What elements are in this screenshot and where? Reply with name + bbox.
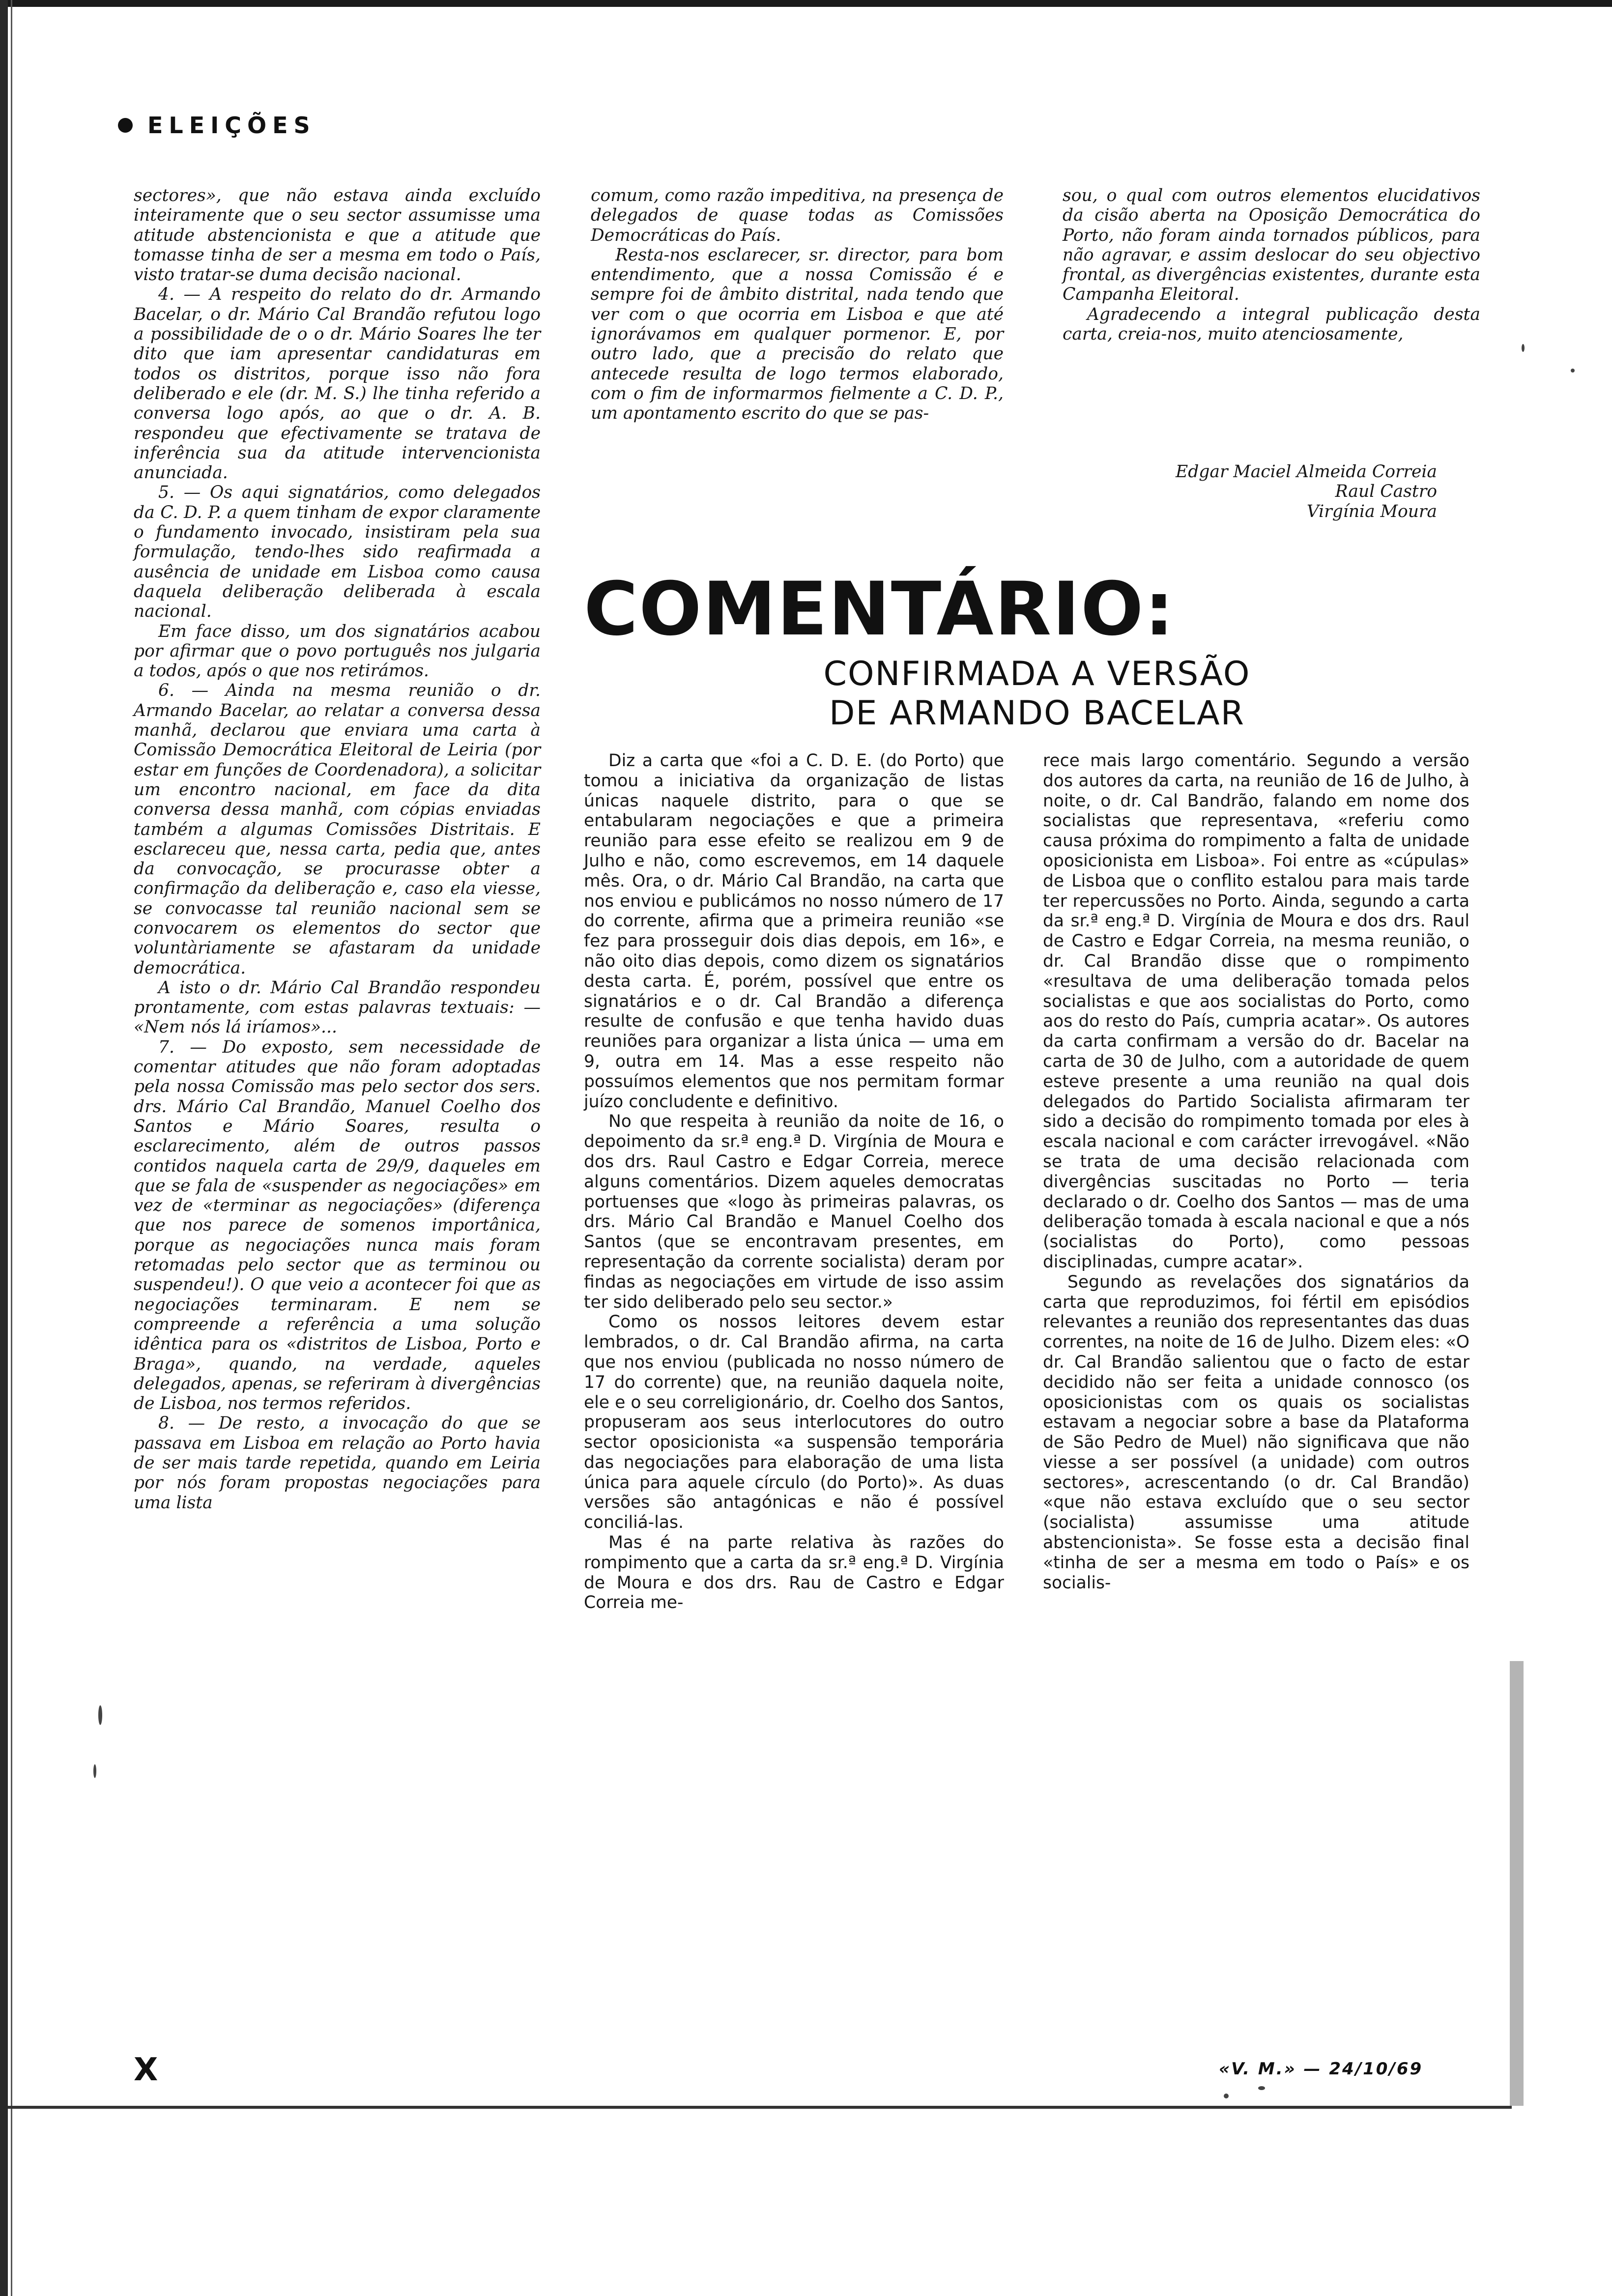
comment-column-1 (584, 751, 1004, 1613)
comment-subheadline-line2: DE ARMANDO BACELAR (829, 694, 1245, 733)
top-border-rule (0, 0, 1612, 7)
comment-subheadline-line1: CONFIRMADA A VERSÃO (823, 655, 1251, 693)
letter-paragraph: Agradecendo a integral publicação desta carta, creia-nos, muito atenciosamente, (1063, 304, 1480, 344)
comment-column-2 (1043, 751, 1469, 1593)
comment-paragraph: Diz a carta que «foi a C. D. E. (do Porto) que tomou a iniciativa da organização de listas únicas naquele distrito, para o que se entabularam negociações e que a primeira reunião para esse efeito se realizou em 9 de Julho e não, como escrevemos, em 14 daquele mês. Ora, o dr. Mário Cal Brandão, na carta que nos enviou e publicámos no nosso número de 17 do corrente, afirma que a primeira reunião «se fez para prosseguir dois dias depois, em 16», e não oito dias depois, como dizem os signatários desta carta. É, porém, possível que entre os signatários e o dr. Cal Brandão a diferença resulte de confusão e que tenha havido duas reuniões para organizar a lista única — uma em 9, outra em 14. Mas a esse respeito não possuímos elementos que nos permitam formar juízo concludente e definitivo. (584, 751, 1004, 1112)
source-reference: «V. M.» — 24/10/69 (1219, 2059, 1423, 2079)
page-mark: X (134, 2052, 158, 2088)
scan-speck (98, 1705, 102, 1725)
signature-name: Raul Castro (1335, 482, 1437, 502)
bullet-icon (118, 118, 133, 133)
scan-speck (1224, 2094, 1229, 2098)
comment-paragraph: Segundo as revelações dos signatários da carta que reproduzimos, foi fértil em episódios relevantes a reunião dos representantes das duas correntes, na noite de 16 de Julho. Dizem eles: «O dr. Cal Brandão salientou que o facto de estar decidido não ser feita a unidade connosco (os oposicionistas com os quais os socialistas estavam a negociar sobre a base da Plataforma de São Pedro de Muel) não significava que não viesse a ser possível (a unidade) com outros sectores», acrescentando (o dr. Cal Brandão) «que não estava excluído que o seu sector (socialista) assumisse uma atitude abstencionista». Se fosse esta a decisão final «tinha de ser a mesma em todo o País» e os socialis- (1043, 1272, 1469, 1593)
letter-paragraph: 7. — Do exposto, sem necessidade de comentar atitudes que não foram adoptadas pela nossa Comissão mas pelo sector dos sers. drs. Mário Cal Brandão, Manuel Coelho dos Santos e Mário Soares, resulta o esclarecimento, além de outros passos contidos naquela carta de 29/9, daqueles em que se fala de «suspender as negociações» em vez de «terminar as negociações» (diferença que nos parece de somenos importânica, porque as negociações nunca mais foram retomadas pelo sector que as terminou ou suspendeu!). O que veio a acontecer foi que as negociações terminaram. E nem se compreende a referência a uma solução idêntica para os «distritos de Lisboa, Porto e Braga», quando, na verdade, aqueles delegados, apenas, se referiram à divergências de Lisboa, nos termos referidos. (134, 1037, 541, 1414)
signature-name: Virgínia Moura (1306, 501, 1437, 521)
comment-headline: COMENTÁRIO: (584, 567, 1175, 652)
comment-paragraph: rece mais largo comentário. Segundo a versão dos autores da carta, na reunião de 16 de Julho, à noite, o dr. Cal Bandrão, falando em nome dos socialistas que representava, «referiu como causa próxima do rompimento a falta de unidade oposicionista em Lisboa». Foi entre as «cúpulas» de Lisboa que o conflito estalou para mais tarde ter repercussões no Porto. Ainda, segundo a carta da sr.ª eng.ª D. Virgínia de Moura e dos drs. Raul de Castro e Edgar Correia, na mesma reunião, o dr. Cal Brandão disse que o rompimento «resultava de uma deliberação tomada pelos socialistas e que aos socialistas do Porto, como aos do resto do País, cumpria acatar». Os autores da carta confirmam a versão do dr. Bacelar na carta de 30 de Julho, com a autoridade de quem esteve presente a uma reunião na qual dois delegados do Partido Socialista afirmaram ter sido a decisão do rompimento tomada por eles à escala nacional e com carácter irrevogável. «Não se trata de uma decisão relacionada com divergências suscitadas no Porto — teria declarado o dr. Coelho dos Santos — mas de uma deliberação tomada à escala nacional e que a nós (socialistas do Porto), como pessoas disciplinadas, cumpre acatar». (1043, 751, 1469, 1272)
letter-signatures (1063, 462, 1437, 521)
bottom-border-rule (8, 2106, 1512, 2109)
letter-paragraph: 6. — Ainda na mesma reunião o dr. Armando Bacelar, ao relatar a conversa dessa manhã, declarou que enviara uma carta à Comissão Democrática Eleitoral de Leiria (por estar em funções de Coordenadora), a solicitar um encontro nacional, em face da dita conversa dessa manhã, com cópias enviadas também a algumas Comissões Distritais. E esclareceu que, nessa carta, pedia que, antes da convocação, se procurasse obter a confirmação da deliberação e, caso ela viesse, se convocasse tal reunião nacional sem se convocarem os elementos do sector que voluntàriamente se afastaram da unidade democrática. (134, 681, 541, 978)
letter-column-3 (1063, 186, 1480, 344)
comment-paragraph: Como os nossos leitores devem estar lembrados, o dr. Cal Brandão afirma, na carta que nos enviou (publicada no nosso número de 17 do corrente) que, na reunião daquela noite, ele e o seu correligionário, dr. Coelho dos Santos, propuseram aos seus interlocutores do outro sector oposicionista «a suspensão temporária das negociações para elaboração de uma lista única para aquele círculo (do Porto)». As duas versões são antagónicas e não é possível conciliá-las. (584, 1312, 1004, 1533)
scan-speck (1571, 369, 1575, 373)
letter-column-1 (134, 186, 541, 1513)
left-scan-edge-inner (11, 0, 12, 2296)
comment-paragraph: No que respeita à reunião da noite de 16, o depoimento da sr.ª eng.ª D. Virgínia de Moura e dos drs. Raul Castro e Edgar Correia, merece alguns comentários. Dizem aqueles democratas portuenses que «logo às primeiras palavras, os drs. Mário Cal Brandão e Manuel Coelho dos Santos (que se encontravam presentes, em representação da corrente socialista) deram por findas as negociações em virtude de isso assim ter sido deliberado pelo seu sector.» (584, 1112, 1004, 1312)
letter-paragraph: sou, o qual com outros elementos elucidativos da cisão aberta na Oposição Democrática do Porto, não foram ainda tornados públicos, para não agravar, e assim deslocar do seu objectivo frontal, as divergências existentes, durante esta Campanha Eleitoral. (1063, 186, 1480, 305)
comment-paragraph: Mas é na parte relativa às razões do rompimento que a carta da sr.ª eng.ª D. Virgínia de Moura e dos drs. Rau de Castro e Edgar Correia me- (584, 1533, 1004, 1613)
right-scan-shadow (1510, 1661, 1524, 2106)
signature-name: Edgar Maciel Almeida Correia (1176, 462, 1437, 482)
section-label: ELEIÇÕES (147, 112, 316, 139)
letter-paragraph: Em face disso, um dos signatários acabou por afirmar que o povo português nos julgaria a todos, após o que nos retirámos. (134, 621, 541, 681)
scan-speck (1258, 2086, 1265, 2090)
letter-paragraph: 5. — Os aqui signatários, como delegados da C. D. P. a quem tinham de expor claramente o fundamento invocado, insistiram pela sua formulação, tendo-lhes sido reafirmada a ausência de unidade em Lisboa como causa daquela deliberação deliberada à escala nacional. (134, 483, 541, 622)
letter-paragraph: 8. — De resto, a invocação do que se passava em Lisboa em relação ao Porto havia de ser mais tarde repetida, quando em Leiria por nós foram propostas negociações para uma lista (134, 1413, 541, 1513)
letter-paragraph: sectores», que não estava ainda excluído inteiramente que o seu sector assumisse uma atitude abstencionista e que a atitude que tomasse tinha de ser a mesma em todo o País, visto tratar-se duma decisão nacional. (134, 186, 541, 285)
section-header (118, 112, 316, 139)
letter-paragraph: A isto o dr. Mário Cal Brandão respondeu prontamente, com estas palavras textuais: — «Nem nós lá iríamos»... (134, 977, 541, 1037)
letter-column-2 (591, 186, 1004, 424)
letter-paragraph: 4. — A respeito do relato do dr. Armando Bacelar, o dr. Mário Cal Brandão refutou logo a possibilidade de o o dr. Mário Soares lhe ter dito que iam apresentar candidaturas em todos os distritos, porque isso não fora deliberado e ele (dr. M. S.) lhe tinha referido a conversa logo após, ao que o dr. A. B. respondeu que efectivamente se tratava de inferência sua da atitude intervencionista anunciada. (134, 285, 541, 483)
scan-speck (1522, 344, 1525, 352)
letter-paragraph: Resta-nos esclarecer, sr. director, para bom entendimento, que a nossa Comissão é e sempre foi de âmbito distrital, nada tendo que ver com o que ocorria em Lisboa e que até ignorávamos em qualquer pormenor. E, por outro lado, que a precisão do relato que antecede resulta de logo termos elaborado, com o fim de informarmos fielmente a C. D. P., um apontamento escrito do que se pas- (591, 245, 1004, 424)
left-scan-edge (0, 0, 8, 2296)
letter-paragraph: comum, como razão impeditiva, na presença de delegados de quase todas as Comissões Democráticas do País. (591, 186, 1004, 245)
scan-speck (93, 1764, 96, 1778)
